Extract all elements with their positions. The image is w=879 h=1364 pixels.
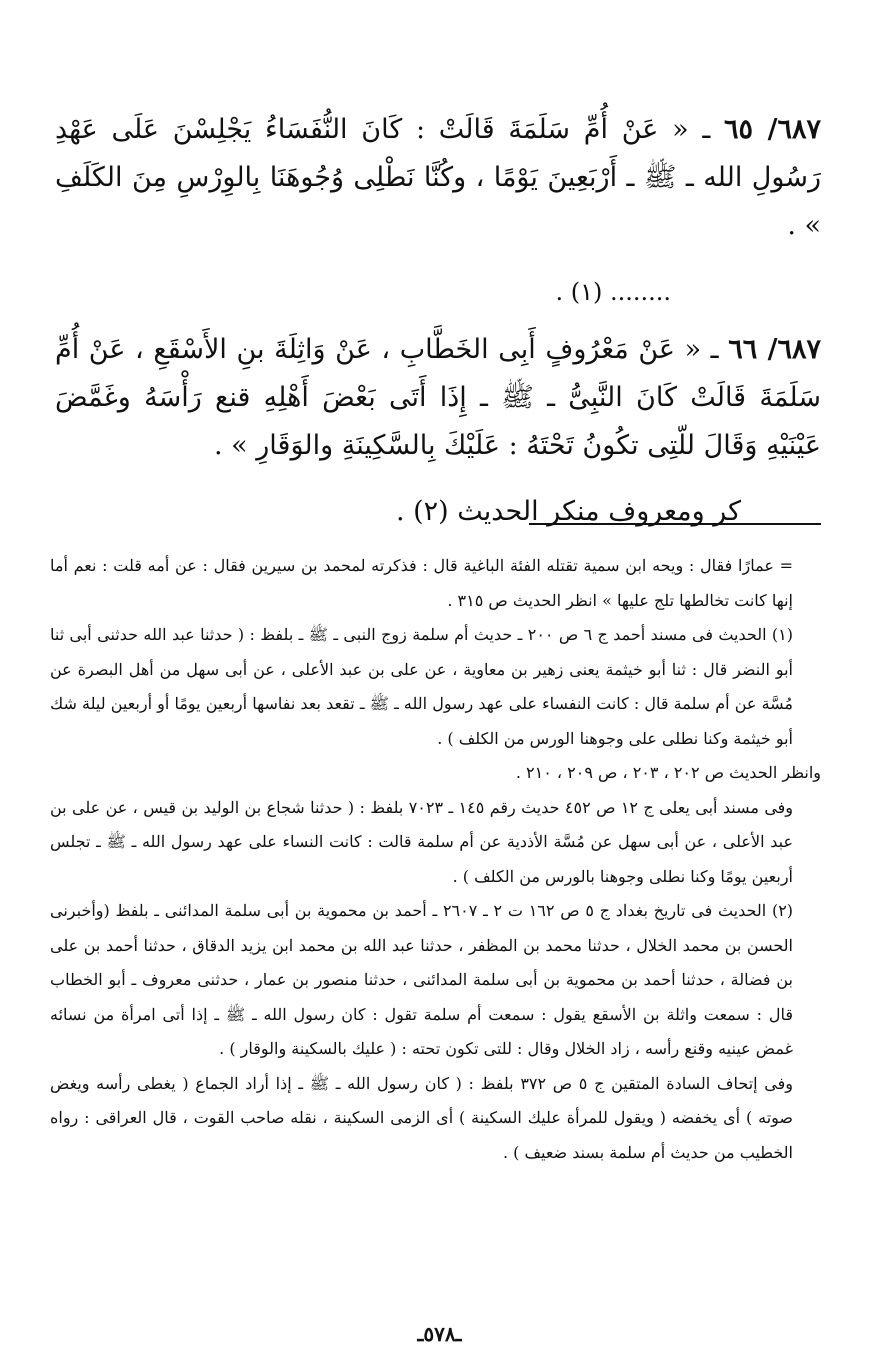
hadith-65 [55,106,821,250]
footnote-1-abu-yala: وفى مسند أبى يعلى ج ١٢ ص ٤٥٢ حديث رقم ١٤٥ ـ ٧٠٢٣ بلفظ : ( حدثنا شجاع بن الوليد بن قيس ، عن على بن عبد الأعلى ، عن أبى سهل عن مُسَّة الأذدية عن أم سلمة قالت : كانت النساء على عهد رسول الله ـ ﷺ ـ تجلس أربعين يومًا وكنا نطلى وجوهنا بالورس من الكلف ) . [50,797,794,886]
footnote-divider [529,523,821,525]
main-text [55,106,821,532]
footnote-2-ithaf: وفى إتحاف السادة المتقين ج ٥ ص ٣٧٢ بلفظ : ( كان رسول الله ـ ﷺ ـ إذا أراد الجماع ( يغطى رأسه ويغض صوته ) أى يخفضه ( ويقول للمرأة عليك السكينة ) أى الزمى السكينة ، نقله صاحب القوت ، قال العراقى : رواه الخطيب من حديث أم سلمة بسند ضعيف ) . [50,1073,793,1162]
hadith-66 [55,326,821,470]
hadith-text: ـ « عَنْ أُمِّ سَلَمَةَ قَالَتْ : كَانَ النُّفَسَاءُ يَجْلِسْنَ عَلَى عَهْدِ رَسُولِ الله ـ ﷺ ـ أَرْبَعِينَ يَوْمًا ، وكُنَّا نَطْلِى وُجُوهَنَا بِالوِرْسِ مِنَ الكَلَفِ » . [55,114,821,241]
footnotes [50,549,821,1170]
footnote-1-ref: وانظر الحديث ص ٢٠٢ ، ٢٠٣ ، ص ٢٠٩ ، ٢١٠ . [515,763,821,782]
grading-note: كر ومعروف منكر الحديث (٢) . [395,496,741,527]
hadith-number: ٦٨٧/ ٦٦ [728,334,821,365]
page-number: ـ٥٧٨ـ [417,1322,462,1346]
hadith-text: ـ « عَنْ مَعْرُوفٍ أَبِى الخَطَّابِ ، عَنْ وَاثِلَةَ بنِ الأَسْقَعِ ، عَنْ أُمِّ سَلَمَةَ قَالَتْ كَانَ النَّبِىُّ ـ ﷺ ـ إِذَا أَتَى بَعْضَ أَهْلِهِ قنع رَأْسَهُ وغَمَّضَ عَيْنَيْهِ وَقَالَ للّتِى تكُونُ تَحْتَهُ : عَلَيْكَ بِالسَّكِينَةِ والوَقَارِ » . [55,334,821,461]
footnote-2: (٢) الحديث فى تاريخ بغداد ج ٥ ص ١٦٢ ت ٢ ـ ٢٦٠٧ ـ أحمد بن محموية بن أبى سلمة المدائنى ـ بلفظ (وأخبرنى الحسن بن محمد الخلال ، حدثنا محمد بن المظفر ، حدثنا عبد الله بن محمد ابن يزيد الدقاق ، حدثنا أحمد بن على بن فضالة ، حدثنا أحمد بن محموية بن أبى سلمة المدائنى ، حدثنا منصور بن عمار ، حدثنى معروف ـ أبو الخطاب قال : سمعت واثلة بن الأسقع يقول : سمعت أم سلمة تقول : كان رسول الله ـ ﷺ ـ إذا أتى امرأة من نسائه غمض عينيه وقنع رأسه ، زاد الخلال وقال : للتى تكون تحته : ( عليك بالسكينة والوقار ) . [50,901,794,1058]
hadith-number: ٦٨٧/ ٦٥ [724,114,821,145]
footnote-continuation: = عمارًا فقال : ويحه ابن سمية تقتله الفئة الباغية قال : فذكرته لمحمد بن سيرين فقال : عن أمه قلت : نعم أما إنها كانت تخالطها تلج عليها » انظر الحديث ص ٣١٥ . [50,556,794,610]
omission-dots: ........ (١) . [555,278,671,306]
footnote-1: (١) الحديث فى مسند أحمد ج ٦ ص ٢٠٠ ـ حديث أم سلمة زوج النبى ـ ﷺ ـ بلفظ : ( حدثنا عبد الله حدثنى أبى ثنا أبو النضر قال : ثنا أبو خيثمة يعنى زهير بن معاوية ، عن على بن عبد الأعلى ، عن أبى سهل من أهل البصرة عن مُسَّة عن أم سلمة قال : كانت النفساء على عهد رسول الله ـ ﷺ ـ تقعد بعد نفاسها أربعين يومًا أو أربعين ليلة شك أبو خيثمة وكنا نطلى على وجوهنا الورس من الكلف ) . [50,625,794,748]
